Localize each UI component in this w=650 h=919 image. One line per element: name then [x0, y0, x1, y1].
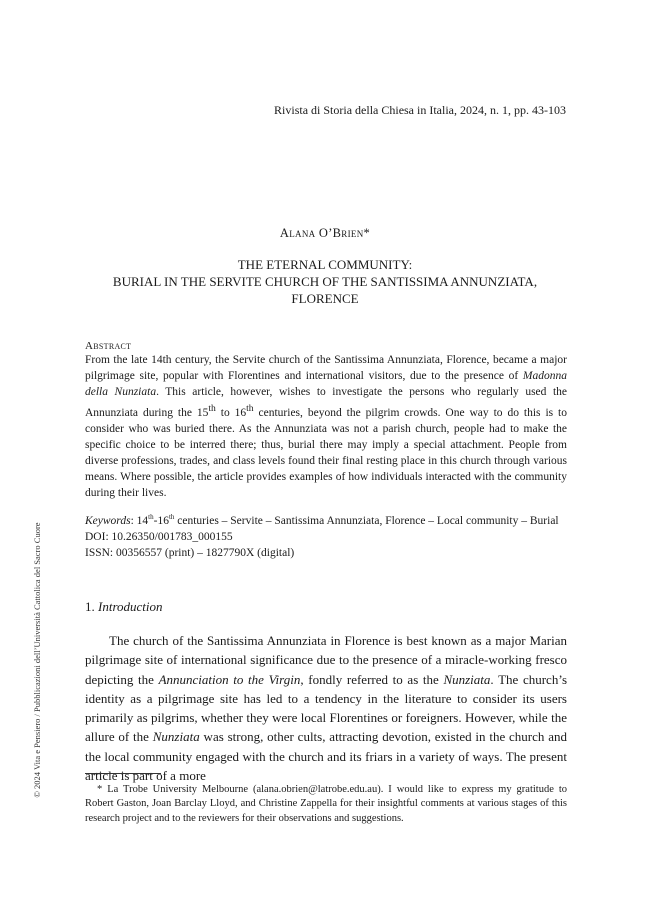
copyright-sidebar	[30, 495, 44, 825]
body-italic: Nunziata	[152, 729, 200, 745]
footnote	[85, 783, 567, 826]
keywords-segment: 14	[136, 514, 149, 527]
abstract-text-segment: From the late 14th century, the Servite church of the Santissima Annunziata, Florence, became a major pilgrimage site, popular with Florentines and international visitors, due to the presence of	[85, 354, 567, 383]
section-number: 1.	[85, 599, 98, 614]
section-heading	[85, 599, 163, 615]
body-text-segment: , fondly referred to as the	[300, 671, 444, 687]
body-text-segment: was strong, other cults, attracting devotion, existed in the church and the local community engaged with the church and its friars in a variety of ways. The present article is part of a more	[85, 729, 567, 784]
keywords	[85, 509, 567, 529]
journal-citation: Rivista di Storia della Chiesa in Italia, 2024, n. 1, pp. 43-103	[274, 103, 566, 117]
author-footnote-marker: *	[363, 226, 371, 240]
article-title-line-1: THE ETERNAL COMMUNITY:	[237, 257, 413, 272]
body-text-segment: . The church’s identity as a pilgrimage site has led to a tendency in the literature to consider its users primarily as pilgrims, whether they were local Florentines or foreigners. However, while the allure of the	[85, 671, 567, 745]
abstract-label: Abstract	[85, 340, 132, 352]
abstract-italic-title: Madonna della Nunziata	[85, 370, 567, 399]
abstract-text-segment: centuries, beyond the pilgrim crowds. One way to do this is to consider who was buried there. As the Annunziata was not a parish church, people had to make the specific choice to be interred there; thus, burial there may imply a special attachment. People from diverse professions, trades, and class levels found their final resting place in this church through various means. Where possible, the article provides examples of how individuals interacted with the community during their lives.	[85, 406, 567, 500]
abstract-text-segment: . This article, however, wishes to investigate the persons who regularly used the Annunziata during the 15	[85, 386, 567, 419]
body-italic: Annunciation to the Virgin	[158, 671, 301, 687]
body-paragraph	[85, 631, 567, 785]
article-title-line-2: BURIAL IN THE SERVITE CHURCH OF THE SANTISSIMA ANNUNZIATA,	[112, 274, 538, 289]
doi-line[interactable]: DOI: 10.26350/001783_000155	[85, 531, 233, 544]
footnote-text: La Trobe University Melbourne (alana.obrien@latrobe.edu.au). I would like to express my gratitude to Robert Gaston, Joan Barclay Lloyd, and Christine Zappella for their insightful comments at various stages of this research project and to the reviewers for their observations and suggestions.	[85, 784, 567, 824]
keywords-segment: -16	[153, 514, 169, 527]
keywords-superscript: th	[168, 513, 175, 521]
footnote-marker: *	[97, 784, 103, 795]
article-metadata	[85, 509, 567, 561]
abstract-text-segment: to 16	[215, 406, 247, 419]
footnote-rule	[85, 773, 161, 774]
keywords-superscript: th	[148, 513, 154, 521]
keywords-label: Keywords	[85, 514, 131, 527]
abstract-superscript: th	[208, 402, 216, 414]
keywords-colon: :	[130, 514, 137, 527]
keywords-segment: centuries – Servite – Santissima Annunziata, Florence – Local community – Burial	[174, 514, 559, 527]
copyright-text: © 2024 Vita e Pensiero / Pubblicazioni dell’Università Cattolica del Sacro Cuore	[32, 522, 42, 798]
article-title-line-3: FLORENCE	[291, 291, 359, 306]
issn-line: ISSN: 00356557 (print) – 1827790X (digital)	[85, 547, 295, 560]
abstract-text	[85, 352, 567, 502]
body-italic: Nunziata	[443, 671, 491, 687]
article-title	[85, 256, 565, 307]
body-text-segment: The church of the Santissima Annunziata in Florence is best known as a major Marian pilgrimage site of international significance due to the presence of a miracle-working fresco depicting the	[85, 633, 567, 687]
author-name	[0, 226, 650, 241]
author-name-text: Alana O’Brien	[279, 226, 364, 240]
section-title: Introduction	[98, 599, 163, 614]
abstract-superscript: th	[246, 402, 254, 414]
